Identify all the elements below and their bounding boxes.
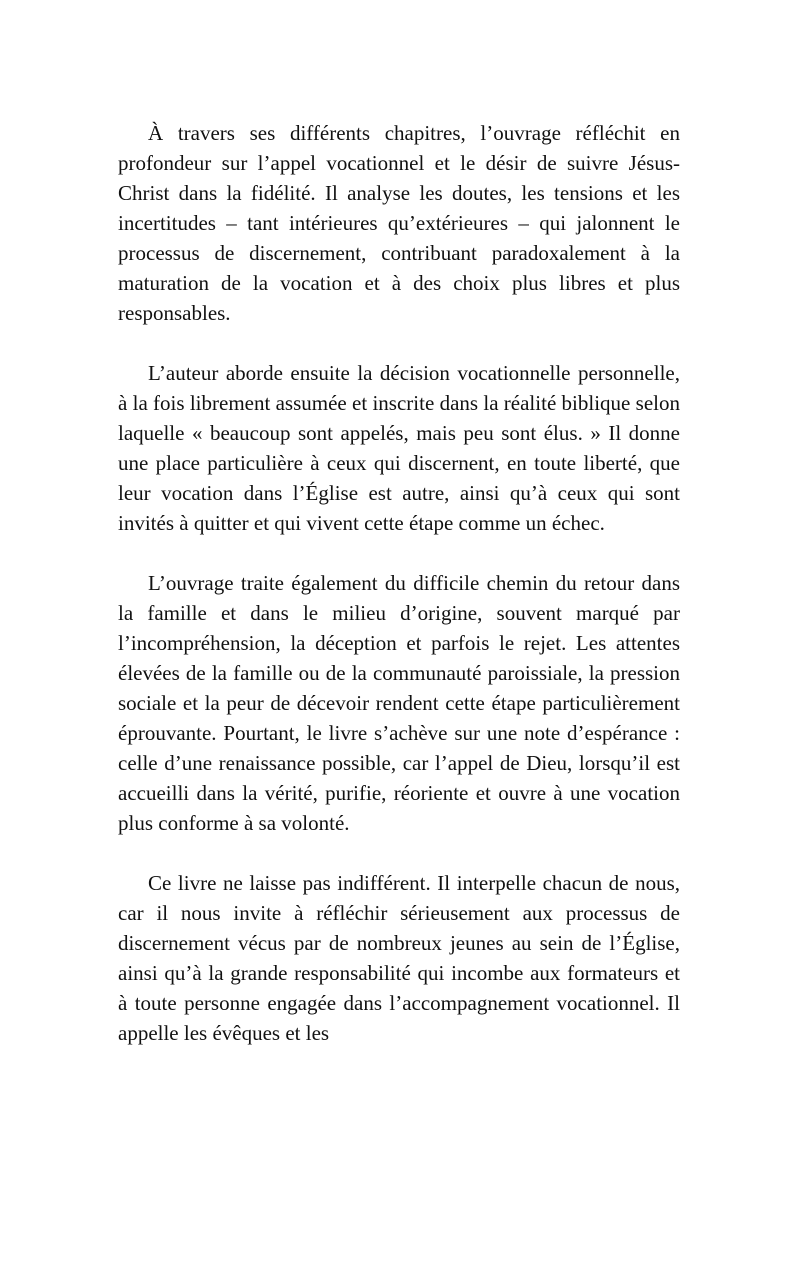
paragraph-1: À travers ses différents chapitres, l’ouvrage réfléchit en profondeur sur l’appel vocationnel et le désir de suivre Jésus-Christ dans la fidélité. Il analyse les doutes, les tensions et les incertitudes – tant intérieures qu’extérieures – qui jalonnent le processus de discernement, contribuant paradoxalement à la maturation de la vocation et à des choix plus libres et plus responsables.: [118, 121, 680, 325]
paragraph-2: L’auteur aborde ensuite la décision vocationnelle personnelle, à la fois librement assumée et inscrite dans la réalité biblique selon laquelle « beaucoup sont appelés, mais peu sont élus. » Il donne une place particulière à ceux qui discernent, en toute liberté, que leur vocation dans l’Église est autre, ainsi qu’à ceux qui sont invités à quitter et qui vivent cette étape comme un échec.: [118, 361, 680, 535]
paragraph-4: Ce livre ne laisse pas indifférent. Il interpelle chacun de nous, car il nous invite à réfléchir sérieusement aux processus de discernement vécus par de nombreux jeunes au sein de l’Église, ainsi qu’à la grande responsabilité qui incombe aux formateurs et à toute personne engagée dans l’accompagnement vocationnel. Il appelle les évêques et les: [118, 871, 680, 1045]
document-page: [118, 118, 680, 1078]
paragraph-3: L’ouvrage traite également du difficile chemin du retour dans la famille et dans le milieu d’origine, souvent marqué par l’incompréhension, la déception et parfois le rejet. Les attentes élevées de la famille ou de la communauté paroissiale, la pression sociale et la peur de décevoir rendent cette étape particulièrement éprouvante. Pourtant, le livre s’achève sur une note d’espérance : celle d’une renaissance possible, car l’appel de Dieu, lorsqu’il est accueilli dans la vérité, purifie, réoriente et ouvre à une vocation plus conforme à sa volonté.: [118, 571, 680, 835]
